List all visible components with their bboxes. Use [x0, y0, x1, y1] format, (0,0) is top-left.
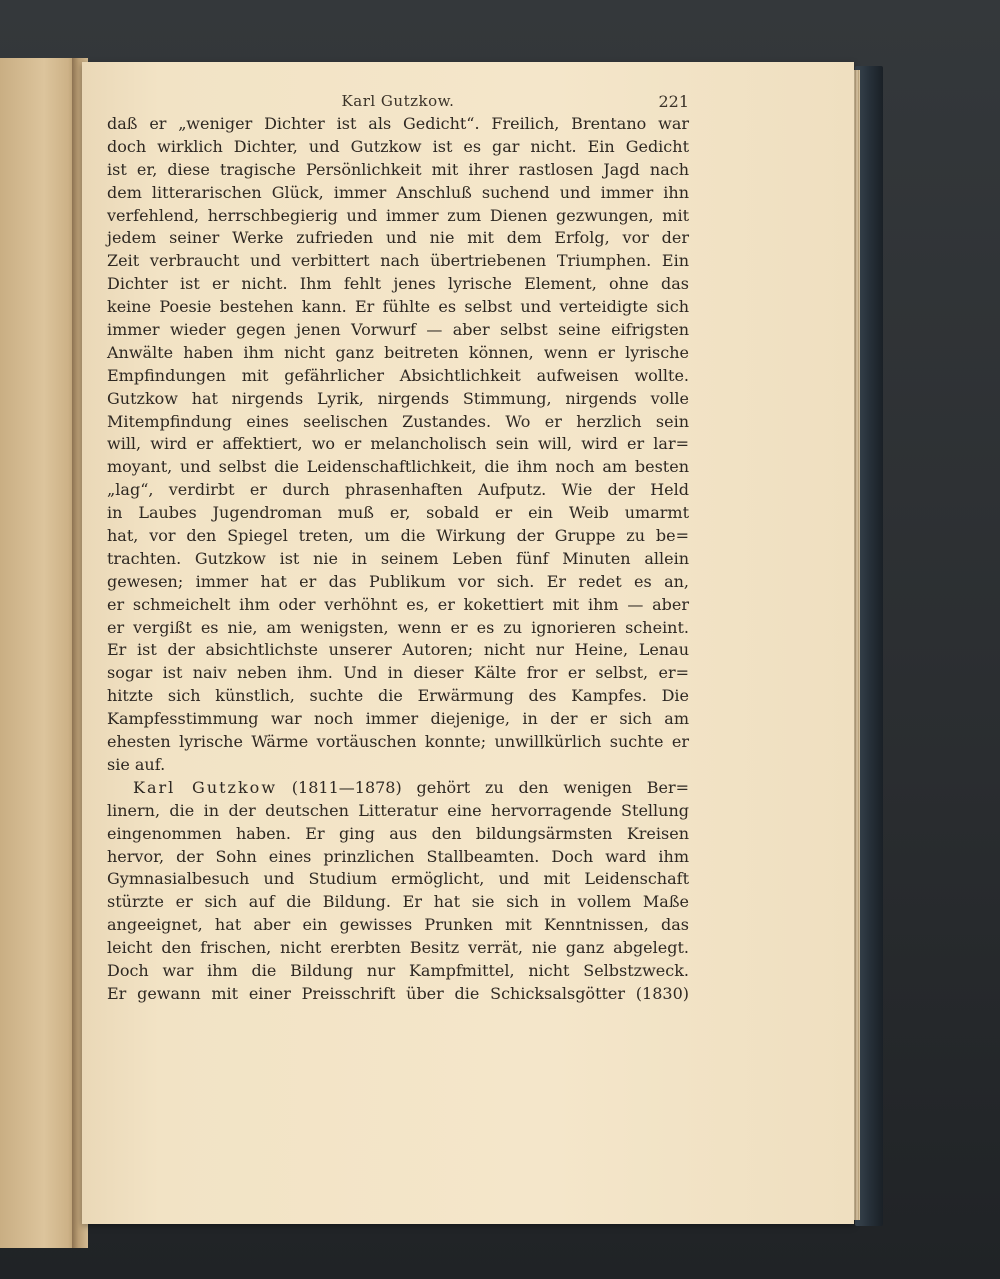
text-line: moyant, und selbst die Leidenschaftlichkeit, die ihm noch am besten [107, 457, 689, 477]
text-line: eingenommen haben. Er ging aus den bildungsärmsten Kreisen [107, 823, 689, 843]
text-line [107, 777, 689, 800]
text-line: „lag“, verdirbt er durch phrasenhaften Aufputz. Wie der Held [107, 480, 689, 500]
text-line: sogar ist naiv neben ihm. Und in dieser Kälte fror er selbst, er= [107, 663, 689, 683]
text-line: er vergißt es nie, am wenigsten, wenn er es zu ignorieren scheint. [107, 617, 689, 637]
text-line: hervor, der Sohn eines prinzlichen Stallbeamten. Doch ward ihm [107, 846, 689, 866]
text-line: daß er „weniger Dichter ist als Gedicht“. Freilich, Brentano war [107, 114, 689, 133]
text-line: doch wirklich Dichter, und Gutzkow ist es gar nicht. Ein Gedicht [107, 136, 689, 156]
text-line: Mitempfindung eines seelischen Zustandes. Wo er herzlich sein [107, 411, 689, 431]
text-line: Gymnasialbesuch und Studium ermöglicht, und mit Leidenschaft [107, 869, 689, 889]
text-line: stürzte er sich auf die Bildung. Er hat sie sich in vollem Maße [107, 892, 689, 912]
text-line: linern, die in der deutschen Litteratur eine hervorragende Stellung [107, 800, 689, 820]
text-line: Doch war ihm die Bildung nur Kampfmittel, nicht Selbstzweck. [107, 960, 689, 980]
text-line: Empfindungen mit gefährlicher Absichtlichkeit aufweisen wollte. [107, 365, 689, 385]
text-line: hat, vor den Spiegel treten, um die Wirkung der Gruppe zu be= [107, 526, 689, 546]
text-line: ist er, diese tragische Persönlichkeit mit ihrer rastlosen Jagd nach [107, 159, 689, 179]
text-line: Dichter ist er nicht. Ihm fehlt jenes lyrische Element, ohne das [107, 274, 689, 294]
text-line: gewesen; immer hat er das Publikum vor sich. Er redet es an, [107, 571, 689, 591]
text-line: Er ist der absichtlichste unserer Autoren; nicht nur Heine, Lenau [107, 640, 689, 660]
running-head: Karl Gutzkow. [341, 92, 455, 110]
text-line: verfehlend, herrschbegierig und immer zum Dienen gezwungen, mit [107, 205, 689, 225]
left-page-edge [0, 58, 80, 1248]
text-line: ehesten lyrische Wärme vortäuschen konnte; unwillkürlich suchte er [107, 732, 689, 752]
text-line: leicht den frischen, nicht ererbten Besitz verrät, nie ganz abgelegt. [107, 938, 689, 958]
text-line: hitzte sich künstlich, suchte die Erwärmung des Kampfes. Die [107, 686, 689, 706]
text-line: trachten. Gutzkow ist nie in seinem Leben fünf Minuten allein [107, 548, 689, 568]
text-line: Anwälte haben ihm nicht ganz beitreten können, wenn er lyrische [107, 342, 689, 362]
text-fragment: (1811—1878) gehört zu den wenigen Ber= [277, 777, 690, 797]
paragraph-1 [107, 113, 689, 777]
text-line: keine Poesie bestehen kann. Er fühlte es selbst und verteidigte sich [107, 297, 689, 317]
text-line: Er gewann mit einer Preisschrift über die Schicksalsgötter (1830) [107, 983, 689, 1003]
text-line: in Laubes Jugendroman muß er, sobald er ein Weib umarmt [107, 503, 689, 523]
text-line: will, wird er affektiert, wo er melancholisch sein will, wird er lar= [107, 434, 689, 454]
text-line: dem litterarischen Glück, immer Anschluß suchend und immer ihn [107, 182, 689, 202]
text-line: Kampfesstimmung war noch immer diejenige, in der er sich am [107, 709, 689, 729]
text-line: jedem seiner Werke zufrieden und nie mit dem Erfolg, vor der [107, 228, 689, 248]
body-text [107, 113, 689, 1006]
text-line: immer wieder gegen jenen Vorwurf — aber selbst seine eifrigsten [107, 320, 689, 340]
text-line: Zeit verbraucht und verbittert nach übertriebenen Triumphen. Ein [107, 251, 689, 271]
page-number: 221 [658, 92, 689, 111]
text-line: angeeignet, hat aber ein gewisses Prunken mit Kenntnissen, das [107, 915, 689, 935]
paragraph-2 [107, 777, 689, 1006]
text-line: sie auf. [107, 754, 166, 774]
spaced-name: Karl Gutzkow [133, 777, 278, 797]
text-line: Gutzkow hat nirgends Lyrik, nirgends Stimmung, nirgends volle [107, 388, 689, 408]
text-line: er schmeichelt ihm oder verhöhnt es, er kokettiert mit ihm — aber [107, 594, 689, 614]
